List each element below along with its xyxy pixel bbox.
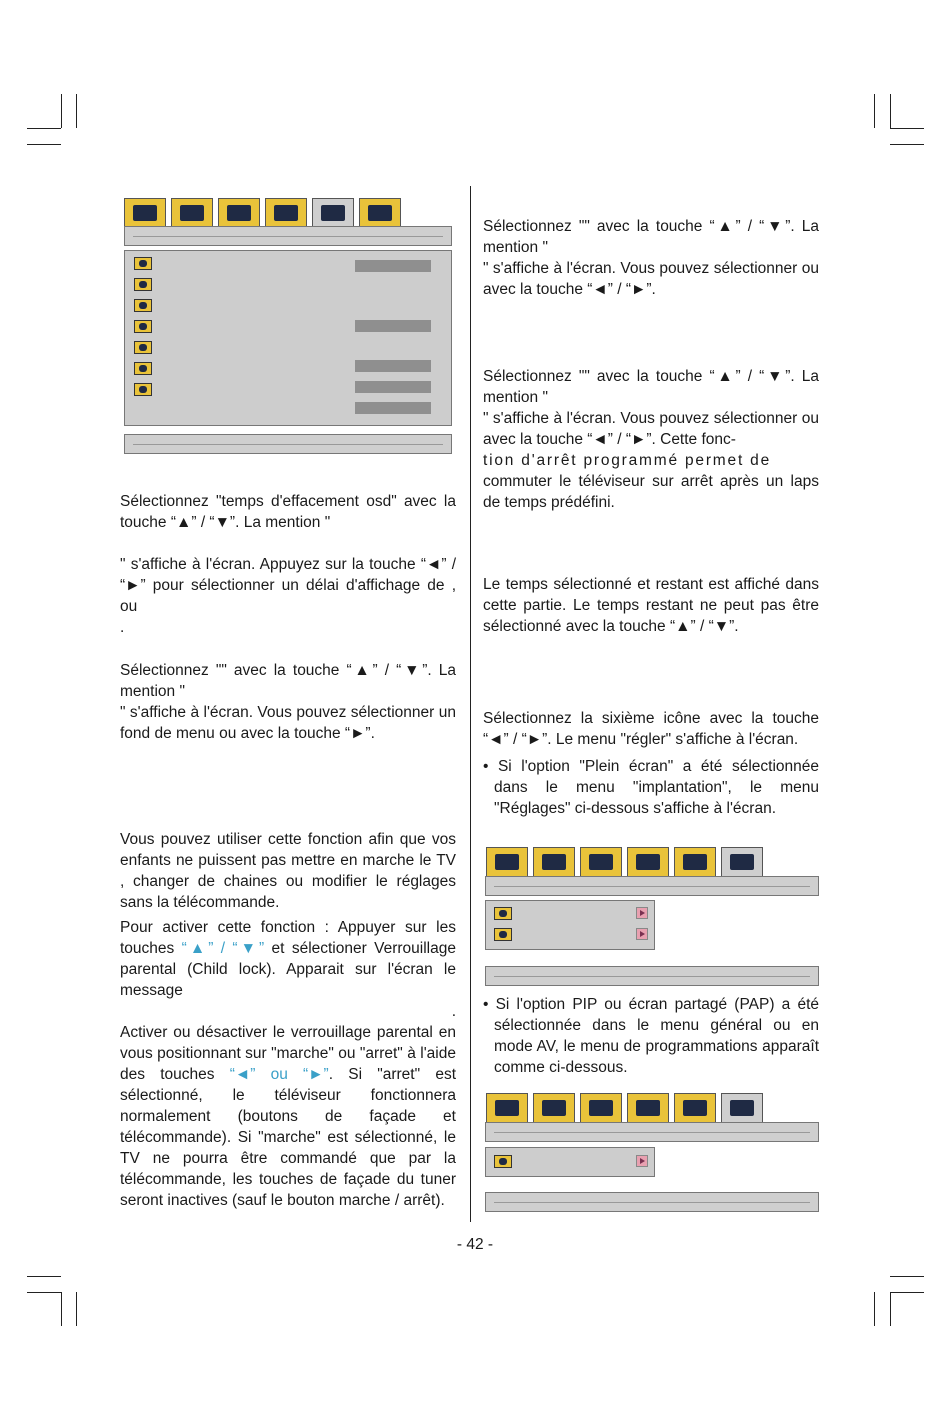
menu-panel <box>124 250 452 426</box>
remaining-time-paragraph: Le temps sélectionné et restant est affiché dans cette partie. Le temps restant ne peut pas être sélectionné avec la touche “▲” / “▼”. <box>483 576 819 635</box>
tuning-icon[interactable] <box>721 1093 763 1122</box>
crop-mark <box>890 144 924 145</box>
tuning-icon[interactable] <box>721 847 763 876</box>
sound-icon[interactable] <box>627 847 669 876</box>
tuning-icon[interactable] <box>359 198 401 227</box>
menu-status-bar <box>124 434 452 454</box>
crop-mark <box>890 94 891 128</box>
layout-icon[interactable] <box>486 847 528 876</box>
submenu-arrow-icon[interactable] <box>636 928 648 940</box>
picture-icon[interactable] <box>218 198 260 227</box>
crop-mark <box>76 1292 77 1326</box>
menu-title-bar <box>485 876 819 896</box>
settings-icon[interactable] <box>674 847 716 876</box>
screen-icon[interactable] <box>533 1093 575 1122</box>
menu-item-icon <box>134 278 152 291</box>
menu-value[interactable] <box>355 402 431 414</box>
menu-item-icon <box>134 383 152 396</box>
sixth-icon-paragraph: Sélectionnez la sixième icône avec la touche “◄” / “►”. Le menu "régler" s'affiche à l'écran. • Si l'option "Plein écran" a été sélectionnée dans le menu "implantation", le menu "Réglages" ci-dessous s'affiche à l'écran. <box>483 710 819 817</box>
settings-menu-tabs <box>486 844 768 876</box>
menu-item-icon <box>134 257 152 270</box>
child-lock-instructions: Pour activer cette fonction : Appuyer sur les touches “▲” / “▼” et sélectioner Verrouillage parental (Child lock). Apparait sur l'écran le message . Activer ou désactiver le verrouillage parental en vous positionnant sur "marche" ou "arret" à l'aide des touches “◄” ou “►”. Si "arret" est sélectionné, le téléviseur fonctionnera normalement (boutons de façade et télécommande). Si "marche" est sélectionné, le TV ne pourra être commandé que par la télécommande, les touches de façade du tuner seront inactives (sauf le bouton marche / arrêt). <box>120 919 456 1209</box>
crop-mark <box>890 1292 891 1326</box>
menu-background-paragraph: Sélectionnez "" avec la touche “▲” / “▼”. La mention " " s'affiche à l'écran. Vous pouvez sélectionner un fond de menu ou avec la touche “►”. <box>120 662 456 742</box>
crop-mark <box>874 94 875 128</box>
right-paragraph-1: Sélectionnez "" avec la touche “▲” / “▼”. La mention " " s'affiche à l'écran. Vous pouvez sélectionner ou avec la touche “◄” / “►”. <box>483 218 819 298</box>
crop-mark <box>874 1292 875 1326</box>
settings-icon[interactable] <box>312 198 354 227</box>
sound-icon[interactable] <box>265 198 307 227</box>
menu-status-bar <box>485 966 819 986</box>
crop-mark <box>27 144 61 145</box>
menu-item-icon <box>134 320 152 333</box>
crop-mark <box>890 1292 924 1293</box>
picture-icon[interactable] <box>580 1093 622 1122</box>
crop-mark <box>61 1292 62 1326</box>
settings-icon[interactable] <box>674 1093 716 1122</box>
crop-mark <box>61 94 62 128</box>
column-divider <box>470 186 471 1222</box>
crop-mark <box>76 94 77 128</box>
pip-menu-panel <box>485 1147 655 1177</box>
menu-item-icon <box>494 1155 512 1168</box>
crop-mark <box>890 1276 924 1277</box>
menu-value[interactable] <box>355 320 431 332</box>
osd-timeout-paragraph: Sélectionnez "temps d'effacement osd" avec la touche “▲” / “▼”. La mention " " s'affiche à l'écran. Appuyez sur la touche “◄” / “►” pour sélectionner un délai d'affichage de , ou . <box>120 493 456 636</box>
screen-icon[interactable] <box>533 847 575 876</box>
menu-value[interactable] <box>355 260 431 272</box>
pip-menu-tabs <box>486 1090 768 1122</box>
menu-item-icon <box>134 341 152 354</box>
crop-mark <box>27 1292 61 1293</box>
layout-icon[interactable] <box>124 198 166 227</box>
screen-icon[interactable] <box>171 198 213 227</box>
menu-title-bar <box>485 1122 819 1142</box>
menu-status-bar <box>485 1192 819 1212</box>
submenu-arrow-icon[interactable] <box>636 907 648 919</box>
crop-mark <box>27 128 61 129</box>
menu-item-icon <box>494 928 512 941</box>
menu-title-bar <box>124 226 452 246</box>
picture-icon[interactable] <box>580 847 622 876</box>
menu-value[interactable] <box>355 360 431 372</box>
menu-value[interactable] <box>355 381 431 393</box>
layout-icon[interactable] <box>486 1093 528 1122</box>
child-lock-intro: Vous pouvez utiliser cette fonction afin que vos enfants ne puissent pas mettre en marche le TV , changer de chaines ou modifier le réglages sans la télécommande. <box>120 831 456 911</box>
sound-icon[interactable] <box>627 1093 669 1122</box>
full-screen-bullet: • Si l'option "Plein écran" a été sélectionnée dans le menu "implantation", le menu "Réglages" ci-dessous s'affiche à l'écran. <box>483 758 819 817</box>
menu-tabs <box>124 195 406 227</box>
sleep-timer-paragraph: Sélectionnez "" avec la touche “▲” / “▼”. La mention " " s'affiche à l'écran. Vous pouvez sélectionner ou avec la touche “◄” / “►”. Cette fonc- tion d'arrêt programmé permet de commuter le téléviseur sur arrêt après un laps de temps prédéfini. <box>483 368 819 511</box>
menu-item-icon <box>134 299 152 312</box>
menu-item-icon <box>494 907 512 920</box>
page-number: - 42 - <box>456 1236 494 1253</box>
menu-item-icon <box>134 362 152 375</box>
crop-mark <box>27 1276 61 1277</box>
pip-bullet: • Si l'option PIP ou écran partagé (PAP) a été sélectionnée dans le menu général ou en mode AV, le menu de programmations apparaît comme ci-dessous. <box>483 996 819 1076</box>
submenu-arrow-icon[interactable] <box>636 1155 648 1167</box>
crop-mark <box>890 128 924 129</box>
settings-menu-panel <box>485 900 655 950</box>
